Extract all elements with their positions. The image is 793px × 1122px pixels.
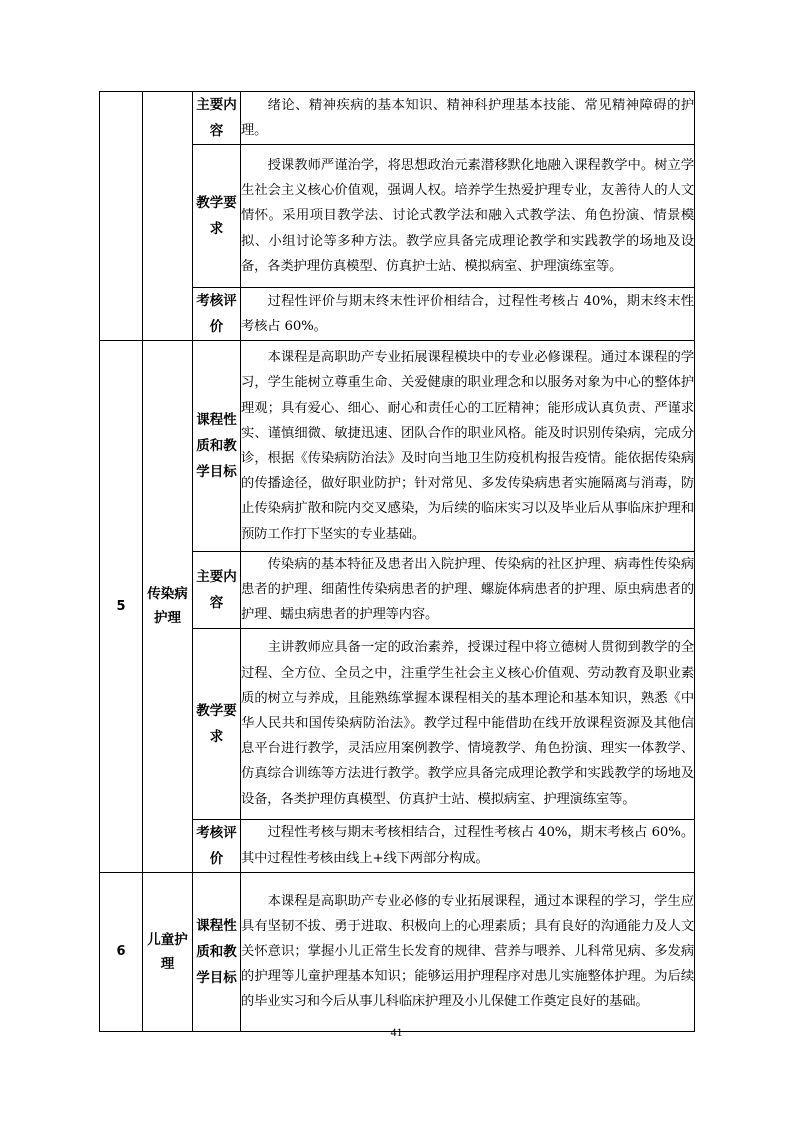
row-label: 教学要求	[193, 628, 241, 819]
table-row	[100, 341, 695, 552]
row-content: 主讲教师应具备一定的政治素养，授课过程中将立德树人贯彻到教学的全过程、全方位、全员之中，注重学生社会主义核心价值观、劳动教育及职业素质的树立与养成，且能熟练掌握本课程相关的基本理论和基本知识，熟悉《中华人民共和国传染病防治法》。教学过程中能借助在线开放课程资源及其他信息平台进行教学，灵活应用案例教学、情境教学、角色扮演、理实一体教学、仿真综合训练等方法进行教学。教学应具备完成理论教学和实践教学的场地及设备，各类护理仿真模型、仿真护士站、模拟病室、护理演练室等。	[241, 628, 695, 819]
course-number-cell	[100, 92, 143, 341]
row-label: 主要内容	[193, 92, 241, 145]
row-label: 考核评价	[193, 288, 241, 341]
course-name-cell: 儿童护理	[143, 872, 193, 1031]
row-label: 教学要求	[193, 145, 241, 288]
row-content: 过程性评价与期末终末性评价相结合，过程性考核占 40%，期末终末性考核占 60%。	[241, 288, 695, 341]
row-label: 课程性质和教学目标	[193, 341, 241, 552]
row-label: 课程性质和教学目标	[193, 872, 241, 1031]
course-number-cell: 5	[100, 341, 143, 873]
table-row	[100, 872, 695, 1031]
row-content: 授课教师严谨治学，将思想政治元素潜移默化地融入课程教学中。树立学生社会主义核心价值观，强调人权。培养学生热爱护理专业，友善待人的人文情怀。采用项目教学法、讨论式教学法和融入式教学法、角色扮演、情景模拟、小组讨论等多种方法。教学应具备完成理论教学和实践教学的场地及设备，各类护理仿真模型、仿真护士站、模拟病室、护理演练室等。	[241, 145, 695, 288]
curriculum-table	[99, 91, 695, 1032]
course-name-cell	[143, 92, 193, 341]
row-content: 传染病的基本特征及患者出入院护理、传染病的社区护理、病毒性传染病患者的护理、细菌性传染病患者的护理、螺旋体病患者的护理、原虫病患者的护理、蠕虫病患者的护理等内容。	[241, 552, 695, 629]
course-name-cell: 传染病护理	[143, 341, 193, 873]
page-number: 41	[390, 1025, 403, 1039]
table-row	[100, 92, 695, 145]
row-content: 本课程是高职助产专业必修的专业拓展课程，通过本课程的学习，学生应具有坚韧不拔、勇于进取、积极向上的心理素质；具有良好的沟通能力及人文关怀意识；掌握小儿正常生长发育的规律、营养与喂养、儿科常见病、多发病的护理等儿童护理基本知识；能够运用护理程序对患儿实施整体护理。为后续的毕业实习和今后从事儿科临床护理及小儿保健工作奠定良好的基础。	[241, 872, 695, 1031]
row-content: 绪论、精神疾病的基本知识、精神科护理基本技能、常见精神障碍的护理。	[241, 92, 695, 145]
course-number-cell: 6	[100, 872, 143, 1031]
row-content: 本课程是高职助产专业拓展课程模块中的专业必修课程。通过本课程的学习，学生能树立尊重生命、关爱健康的职业理念和以服务对象为中心的整体护理观；具有爱心、细心、耐心和责任心的工匠精神；能形成认真负责、严谨求实、谨慎细微、敏捷迅速、团队合作的职业风格。能及时识别传染病，完成分诊，根据《传染病防治法》及时向当地卫生防疫机构报告疫情。能依据传染病的传播途径，做好职业防护；针对常见、多发传染病患者实施隔离与消毒，防止传染病扩散和院内交叉感染，为后续的临床实习以及毕业后从事临床护理和预防工作打下坚实的专业基础。	[241, 341, 695, 552]
row-label: 考核评价	[193, 819, 241, 872]
row-label: 主要内容	[193, 552, 241, 629]
row-content: 过程性考核与期末考核相结合，过程性考核占 40%，期末考核占 60%。其中过程性考核由线上+线下两部分构成。	[241, 819, 695, 872]
